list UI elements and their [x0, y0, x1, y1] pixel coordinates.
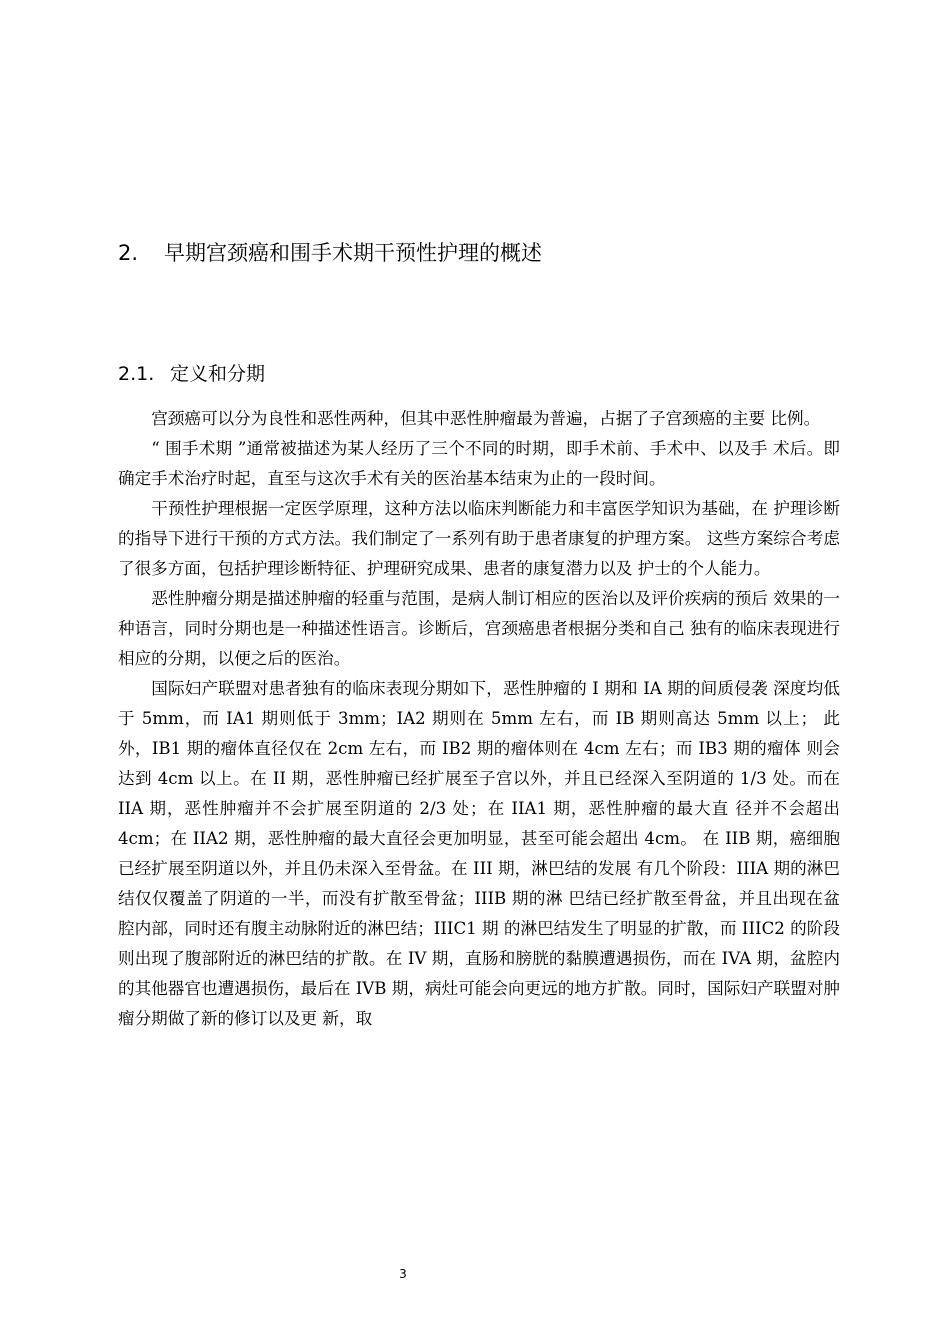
section-number: 2.: [118, 241, 139, 265]
subsection-number: 2.1.: [118, 363, 155, 385]
paragraph-4: 恶性肿瘤分期是描述肿瘤的轻重与范围，是病人制订相应的医治以及评价疾病的预后 效果的一种语言，同时分期也是一种描述性语言。诊断后，宫颈癌患者根据分类和自己 独有的临床表现进行相应的分期，以便之后的医治。: [118, 589, 840, 668]
section-title: 早期宫颈癌和围手术期干预性护理的概述: [164, 241, 542, 265]
section-heading: [118, 238, 542, 268]
paragraph-3: 干预性护理根据一定医学原理，这种方法以临床判断能力和丰富医学知识为基础，在 护理诊断的指导下进行干预的方式方法。我们制定了一系列有助于患者康复的护理方案。 这些方案综合考虑了很多方面，包括护理诊断特征、护理研究成果、患者的康复潜力以及 护士的个人能力。: [118, 499, 840, 578]
subsection-title: 定义和分期: [170, 363, 266, 385]
subsection-heading: [118, 360, 265, 388]
paragraph-5: 国际妇产联盟对患者独有的临床表现分期如下，恶性肿瘤的 I 期和 IA 期的间质侵袭 深度均低于 5mm，而 IA1 期则低于 3mm；IA2 期则在 5mm 左右，而 IB 期则高达 5mm 以上； 此外，IB1 期的瘤体直径仅在 2cm 左右，而 IB2 期的瘤体则在 4cm 左右；而 IB3 期的瘤体 则会达到 4cm 以上。在 II 期，恶性肿瘤已经扩展至子宫以外，并且已经深入至阴道的 1/3 处。而在 IIA 期，恶性肿瘤并不会扩展至阴道的 2/3 处；在 IIA1 期，恶性肿瘤的最大直 径并不会超出 4cm；在 IIA2 期，恶性肿瘤的最大直径会更加明显，甚至可能会超出 4cm。 在 IIB 期，癌细胞已经扩展至阴道以外，并且仍未深入至骨盆。在 III 期，淋巴结的发展 有几个阶段：IIIA 期的淋巴结仅仅覆盖了阴道的一半，而没有扩散至骨盆；IIIB 期的淋 巴结已经扩散至骨盆，并且出现在盆腔内部，同时还有腹主动脉附近的淋巴结；IIIC1 期 的淋巴结发生了明显的扩散，而 IIIC2 的阶段则出现了腹部附近的淋巴结的扩散。在 IV 期，直肠和膀胱的黏膜遭遇损伤，而在 IVA 期，盆腔内的其他器官也遭遇损伤，最后在 IVB 期，病灶可能会向更远的地方扩散。同时，国际妇产联盟对肿瘤分期做了新的修订以及更 新，取: [118, 679, 841, 1028]
page-number: 3: [399, 1267, 407, 1281]
paragraph-1: 宫颈癌可以分为良性和恶性两种，但其中恶性肿瘤最为普遍，占据了子宫颈癌的主要 比例。: [151, 409, 821, 428]
body-text: [118, 404, 840, 1034]
paragraph-2: “ 围手术期 ”通常被描述为某人经历了三个不同的时期，即手术前、手术中、以及手 术后。即确定手术治疗时起，直至与这次手术有关的医治基本结束为止的一段时间。: [118, 439, 840, 488]
